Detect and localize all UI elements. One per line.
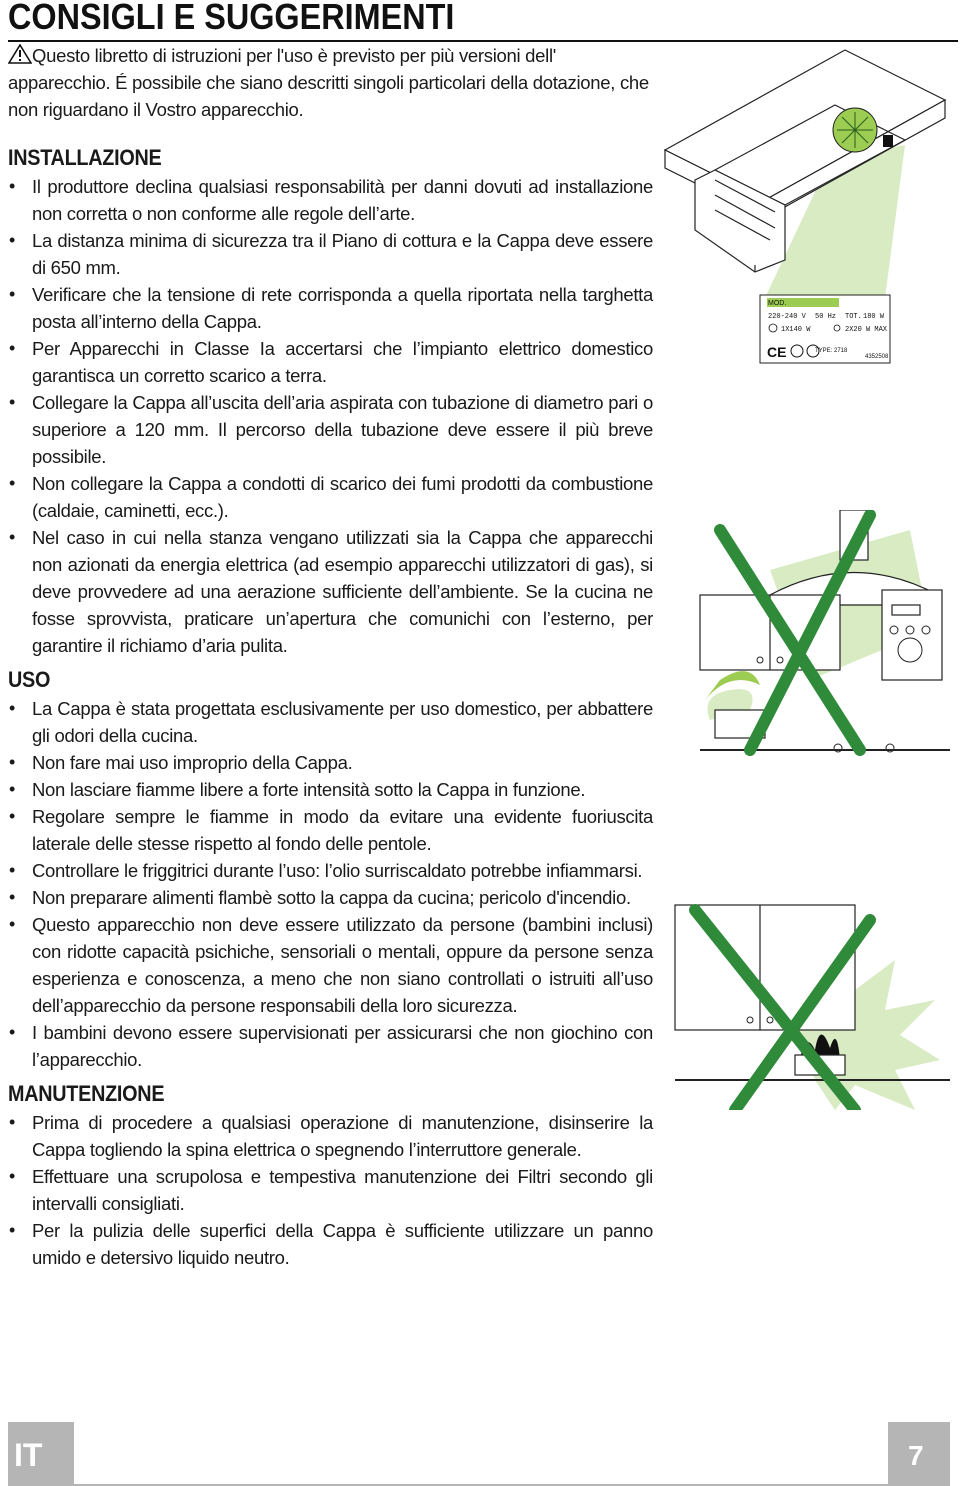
plate-type: TYPE: 2718 — [815, 348, 848, 354]
list-item: • Collegare la Cappa all’uscita dell’aria aspirata con tubazione di diametro pari o superiore a 120 mm. Il percorso della tubazione deve essere il più breve possibile. — [8, 389, 653, 470]
warning-icon — [8, 44, 32, 64]
list-item: • I bambini devono essere supervisionati per assicurarsi che non giochino con l’apparecchio. — [8, 1019, 653, 1073]
incorrect-use-illustration-1 — [660, 510, 950, 760]
list-item: • Verificare che la tensione di rete corrisponda a quella riportata nella targhetta posta all’interno della Cappa. — [8, 281, 653, 335]
list-item: • Effettuare una scrupolosa e tempestiva manutenzione dei Filtri secondo gli intervalli consigliati. — [8, 1163, 653, 1217]
incorrect-use-illustration-2 — [665, 900, 950, 1110]
page-title: CONSIGLI E SUGGERIMENTI — [8, 0, 455, 37]
list-item: • Non collegare la Cappa a condotti di scarico dei fumi prodotti da combustione (caldaie, caminetti, ecc.). — [8, 470, 653, 524]
ce-mark-icon: CE — [767, 344, 787, 360]
plate-code: 4352508 — [865, 354, 889, 360]
plate-mod: MOD. — [768, 300, 787, 307]
list-item: • Non preparare alimenti flambè sotto la cappa da cucina; pericolo d'incendio. — [8, 884, 653, 911]
list-item: • Controllare le friggitrici durante l’uso: l’olio surriscaldato potrebbe infiammarsi. — [8, 857, 653, 884]
list-item: • Non lasciare fiamme libere a forte intensità sotto la Cappa in funzione. — [8, 776, 653, 803]
list-item: • Questo apparecchio non deve essere utilizzato da persone (bambini inclusi) con ridotte capacità psichiche, sensoriali o mentali, oppure da persone senza esperienza e conoscenza, a meno che non siano controllati o istruiti all’uso dell’apparecchio da persone responsabili della loro sicurezza. — [8, 911, 653, 1019]
list-item: • Prima di procedere a qualsiasi operazione di manutenzione, disinserire la Cappa togliendo la spina elettrica o spegnendo l’interruttore generale. — [8, 1109, 653, 1163]
section-heading-installazione: INSTALLAZIONE — [8, 145, 162, 170]
page-number: 7 — [908, 1440, 924, 1471]
plate-tot: TOT. — [845, 313, 862, 321]
list-item: • Non fare mai uso improprio della Cappa. — [8, 749, 653, 776]
list-item: • La distanza minima di sicurezza tra il Piano di cottura e la Cappa deve essere di 650 mm. — [8, 227, 653, 281]
section-heading-uso: USO — [8, 667, 51, 692]
footer-language-tab — [8, 1422, 74, 1486]
plate-voltage: 220-240 V — [768, 313, 806, 321]
content-column — [8, 42, 653, 1271]
plate-tot-w: 180 W — [863, 313, 885, 321]
list-item: • Per la pulizia delle superfici della Cappa è sufficiente utilizzare un panno umido e detersivo liquido neutro. — [8, 1217, 653, 1271]
uso-list — [8, 695, 653, 1073]
list-item: • Per Apparecchi in Classe Ia accertarsi che l’impianto elettrico domestico garantisca un corretto scarico a terra. — [8, 335, 653, 389]
list-item: • Il produttore declina qualsiasi responsabilità per danni dovuti ad installazione non corretta o non conforme alle regole dell’arte. — [8, 173, 653, 227]
installazione-list — [8, 173, 653, 659]
intro-text: Questo libretto di istruzioni per l'uso è previsto per più versioni dell' apparecchio. É possibile che siano descritti singoli particolari della dotazione, che non riguardano il Vostro apparecchio. — [8, 45, 649, 120]
plate-freq: 50 Hz — [815, 313, 837, 321]
plate-motor: 1X140 W — [781, 326, 811, 334]
footer-language: IT — [14, 1437, 43, 1473]
list-item: • La Cappa è stata progettata esclusivamente per uso domestico, per abbattere gli odori della cucina. — [8, 695, 653, 749]
manutenzione-list — [8, 1109, 653, 1271]
plate-lamps: 2X20 W MAX — [845, 326, 888, 334]
hood-rating-plate-illustration — [655, 40, 955, 370]
list-item: • Regolare sempre le fiamme in modo da evitare una evidente fuoriuscita laterale delle stesse rispetto al fondo delle pentole. — [8, 803, 653, 857]
section-heading-manutenzione: MANUTENZIONE — [8, 1081, 165, 1106]
list-item: • Nel caso in cui nella stanza vengano utilizzati sia la Cappa che apparecchi non azionati da energia elettrica (ad esempio apparecchi utilizzatori di gas), si deve provvedere ad una aerazione sufficiente dell’ambiente. Se la cucina ne fosse sprovvista, praticare un’apertura che comunichi con l’esterno, per garantire il richiamo d’aria pulita. — [8, 524, 653, 659]
footer-page-tab — [888, 1422, 950, 1486]
intro-paragraph — [8, 42, 653, 123]
